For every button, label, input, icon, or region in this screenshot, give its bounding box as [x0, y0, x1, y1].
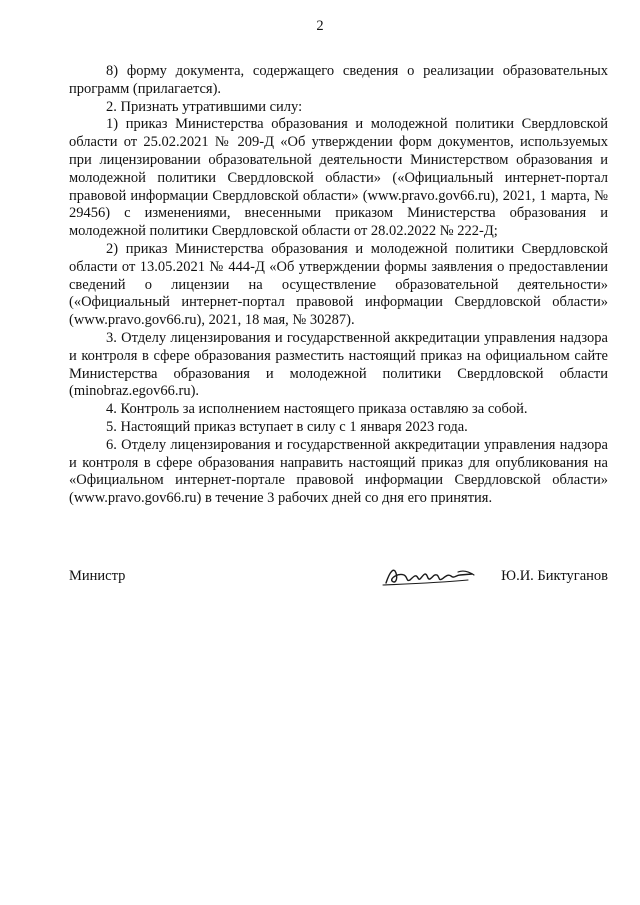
signer-position: Министр: [69, 568, 126, 584]
signature-block: [69, 563, 608, 589]
paragraph-item-8: 8) форму документа, содержащего сведения о реализации образовательных программ (прилагается).: [69, 63, 608, 97]
page-number: 2: [316, 18, 324, 34]
paragraph-point-6: 6. Отделу лицензирования и государственной аккредитации управления надзора и контроля в сфере образования направить настоящий приказ для опубликования на «Официальном интернет-портале правовой информации Свердловской области» (www.pravo.gov66.ru) в течение 3 рабочих дней со дня его принятия.: [69, 436, 608, 507]
handwritten-signature: [380, 563, 480, 589]
paragraph-point-2: 2. Признать утратившими силу:: [106, 98, 303, 115]
paragraph-point-3: 3. Отделу лицензирования и государственной аккредитации управления надзора и контроля в сфере образования разместить настоящий приказ на официальном сайте Министерства образования и молодежной политики Свердловской области (minobraz.egov66.ru).: [69, 329, 608, 400]
paragraph-point-4: 4. Контроль за исполнением настоящего приказа оставляю за собой.: [106, 401, 528, 418]
document-body: [69, 63, 608, 508]
paragraph-subitem-1: 1) приказ Министерства образования и молодежной политики Свердловской области от 25.02.2021 № 209-Д «Об утверждении форм документов, используемых при лицензировании образовательной деятельности Министерством образования и молодежной политики Свердловской области» («Официальный интернет-портал правовой информации Свердловской области» (www.pravo.gov66.ru), 2021, 1 марта, № 29456) с изменениями, внесенными приказом Министерства образования и молодежной политики Свердловской области от 28.02.2022 № 222-Д;: [69, 116, 608, 240]
paragraph-point-5: 5. Настоящий приказ вступает в силу с 1 января 2023 года.: [106, 418, 468, 435]
signer-name: Ю.И. Биктуганов: [501, 568, 608, 584]
paragraph-subitem-2: 2) приказ Министерства образования и молодежной политики Свердловской области от 13.05.2021 № 444-Д «Об утверждении формы заявления о предоставлении сведений о лицензии на осуществление образовательной деятельности» («Официальный интернет-портал правовой информации Свердловской области» (www.pravo.gov66.ru), 2021, 18 мая, № 30287).: [69, 240, 608, 329]
